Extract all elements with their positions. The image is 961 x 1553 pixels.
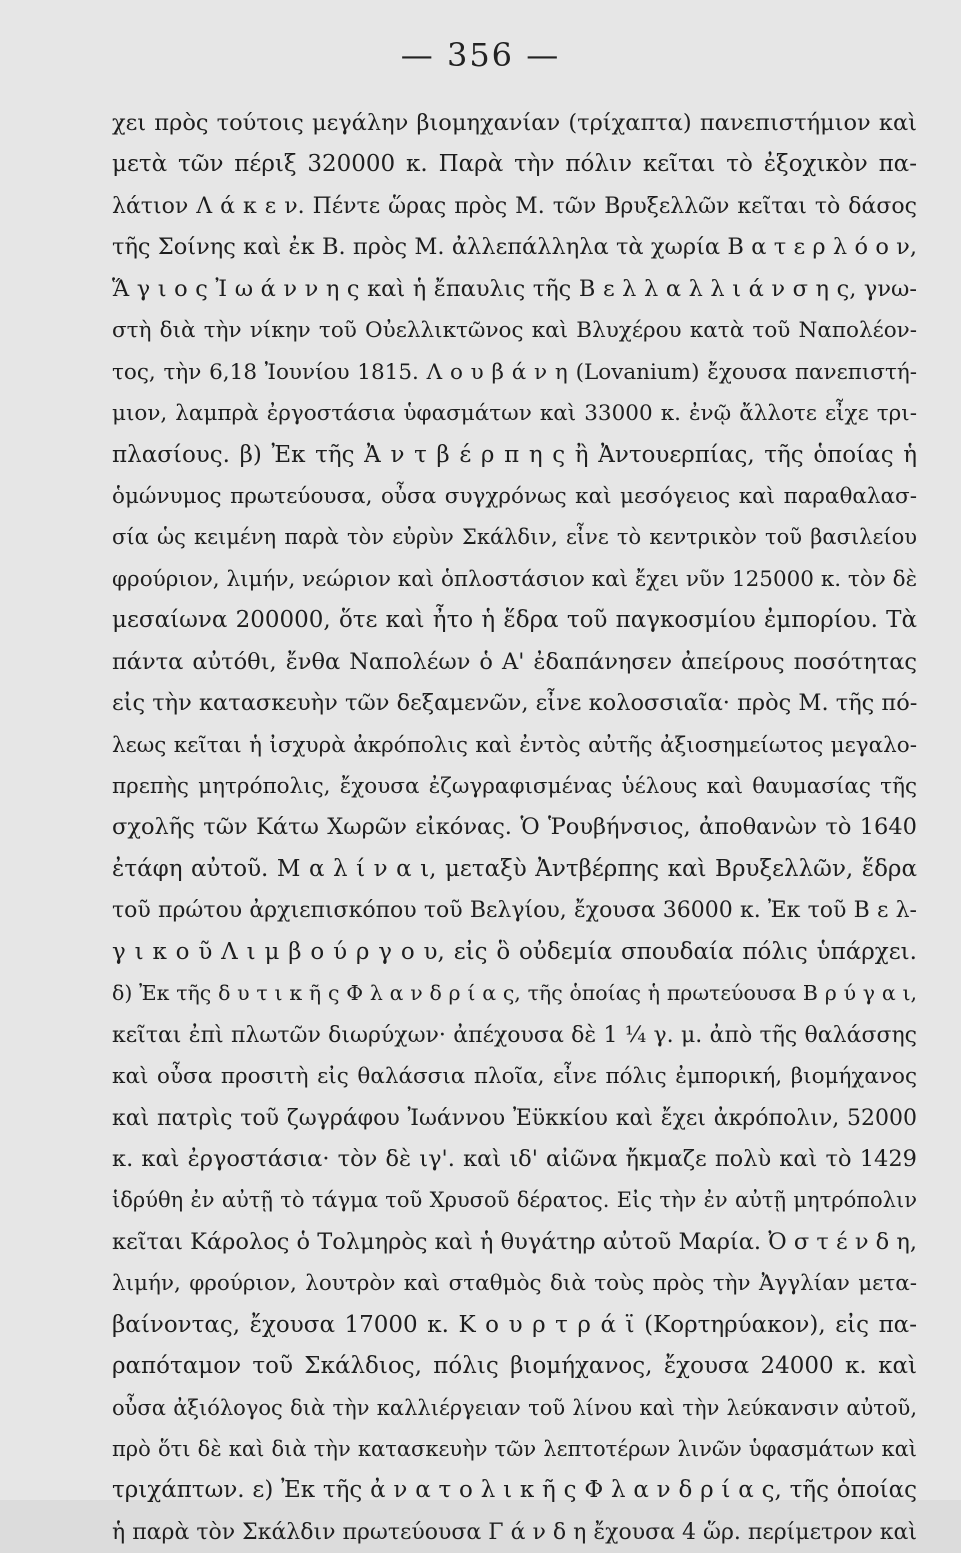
text-line: μετὰ τῶν πέριξ 320000 κ. Παρὰ τὴν πόλιν κεῖται τὸ ἐξοχικὸν πα- (112, 151, 917, 178)
text-line: πρεπὴς μητρόπολις, ἔχουσα ἐζωγραφισμένας ὑέλους καὶ θαυμασίας τῆς (112, 774, 917, 799)
text-line: οὖσα ἀξιόλογος διὰ τὴν καλλιέργειαν τοῦ λίνου καὶ τὴν λεύκανσιν αὐτοῦ, (112, 1395, 917, 1420)
text-line: τῆς Σοίνης καὶ ἐκ Β. πρὸς Μ. ἀλλεπάλληλα τὰ χωρία Β α τ ε ρ λ ό ο ν, (112, 234, 917, 261)
text-line: σία ὡς κειμένη παρὰ τὸν εὐρὺν Σκάλδιν, εἶνε τὸ κεντρικὸν τοῦ βασιλείου (112, 525, 917, 550)
text-line: ραπόταμον τοῦ Σκάλδιος, πόλις βιομήχανος, ἔχουσα 24000 κ. καὶ (112, 1353, 917, 1380)
text-line: βαίνοντας, ἔχουσα 17000 κ. Κ ο υ ρ τ ρ ά ϊ (Κορτηρύακον), εἰς πα- (112, 1311, 917, 1338)
text-line: καὶ οὖσα προσιτὴ εἰς θαλάσσια πλοῖα, εἶνε πόλις ἐμπορική, βιομήχανος (112, 1064, 917, 1090)
text-line: καὶ πατρὶς τοῦ ζωγράφου Ἰωάννου Ἐϋκκίου καὶ ἔχει ἀκρόπολιν, 52000 (112, 1105, 917, 1131)
text-line: πάντα αὐτόθι, ἔνθα Ναπολέων ὁ Α' ἐδαπάνησεν ἀπείρους ποσότητας (112, 648, 917, 675)
text-line: στὴ διὰ τὴν νίκην τοῦ Οὐελλικτῶνος καὶ Βλυχέρου κατὰ τοῦ Ναπολέον- (112, 318, 917, 344)
text-line: λιμήν, φρούριον, λουτρὸν καὶ σταθμὸς διὰ τοὺς πρὸς τὴν Ἀγγλίαν μετα- (112, 1271, 917, 1297)
text-line: ἡ παρὰ τὸν Σκάλδιν πρωτεύουσα Γ ά ν δ η ἔχουσα 4 ὥρ. περίμετρον καὶ (112, 1519, 917, 1545)
text-line: λεως κεῖται ἡ ἰσχυρὰ ἀκρόπολις καὶ ἐντὸς αὐτῆς ἀξιοσημείωτος μεγαλο- (112, 732, 917, 758)
text-line: τος, τὴν 6,18 Ἰουνίου 1815. Λ ο υ β ά ν η (Lovanium) ἔχουσα πανεπιστή- (112, 359, 917, 385)
body-text (112, 103, 917, 1553)
text-line: πρὸ ὅτι δὲ καὶ διὰ τὴν κατασκευὴν τῶν λεπτοτέρων λινῶν ὑφασμάτων καὶ (112, 1437, 917, 1461)
text-line: γ ι κ ο ῦ Λ ι μ β ο ύ ρ γ ο υ, εἰς ὃ οὐδεμία σπουδαία πόλις ὑπάρχει. (112, 938, 917, 965)
text-line: λάτιον Λ ά κ ε ν. Πέντε ὥρας πρὸς Μ. τῶν Βρυξελλῶν κεῖται τὸ δάσος (112, 193, 917, 219)
text-line: τριχάπτων. ε) Ἐκ τῆς ἀ ν α τ ο λ ι κ ῆ ς Φ λ α ν δ ρ ί α ς, τῆς ὁποίας (112, 1477, 917, 1504)
text-line: κεῖται ἐπὶ πλωτῶν διωρύχων· ἀπέχουσα δὲ 1 ¼ γ. μ. ἀπὸ τῆς θαλάσσης (112, 1022, 917, 1048)
text-line: φρούριον, λιμήν, νεώριον καὶ ὁπλοστάσιον καὶ ἔχει νῦν 125000 κ. τὸν δὲ (112, 566, 918, 592)
text-line: εἰς τὴν κατασκευὴν τῶν δεξαμενῶν, εἶνε κολοσσιαῖα· πρὸς Μ. τῆς πό- (112, 690, 918, 717)
text-line: ὁμώνυμος πρωτεύουσα, οὖσα συγχρόνως καὶ μεσόγειος καὶ παραθαλασ- (112, 483, 917, 509)
text-line: κ. καὶ ἐργοστάσια· τὸν δὲ ιγ'. καὶ ιδ' αἰῶνα ἤκμαζε πολὺ καὶ τὸ 1429 (112, 1145, 917, 1172)
text-line: ἱδρύθη ἐν αὐτῇ τὸ τάγμα τοῦ Χρυσοῦ δέρατος. Εἰς τὴν ἐν αὐτῇ μητρόπολιν (112, 1188, 917, 1213)
text-line: Ἅ γ ι ο ς Ἰ ω ά ν ν η ς καὶ ἡ ἔπαυλις τῆς Β ε λ λ α λ λ ι ά ν σ η ς, γνω- (112, 275, 917, 302)
text-line: χει πρὸς τούτοις μεγάλην βιομηχανίαν (τρίχαπτα) πανεπιστήμιον καὶ (112, 110, 917, 136)
page-number: — 356 — (400, 36, 561, 74)
text-line: τοῦ πρώτου ἀρχιεπισκόπου τοῦ Βελγίου, ἔχουσα 36000 κ. Ἐκ τοῦ Β ε λ- (112, 898, 917, 924)
text-line: ἐτάφη αὐτοῦ. Μ α λ ί ν α ι, μεταξὺ Ἀντβέρπης καὶ Βρυξελλῶν, ἕδρα (112, 855, 917, 882)
text-line: μεσαίωνα 200000, ὅτε καὶ ἦτο ἡ ἕδρα τοῦ παγκοσμίου ἐμπορίου. Τὰ (112, 607, 917, 634)
text-line: πλασίους. β) Ἐκ τῆς Ἀ ν τ β έ ρ π η ς ἢ Ἀντουερπίας, τῆς ὁποίας ἡ (112, 441, 917, 468)
text-line: δ) Ἐκ τῆς δ υ τ ι κ ῆ ς Φ λ α ν δ ρ ί α ς, τῆς ὁποίας ἡ πρωτεύουσα Β ρ ύ γ α ι, (112, 981, 917, 1006)
text-line: σχολῆς τῶν Κάτω Χωρῶν εἰκόνας. Ὁ Ῥουβήνσιος, ἀποθανὼν τὸ 1640 (112, 814, 917, 841)
text-line: κεῖται Κάρολος ὁ Τολμηρὸς καὶ ἡ θυγάτηρ αὐτοῦ Μαρία. Ὀ σ τ έ ν δ η, (112, 1228, 917, 1255)
text-line: μιον, λαμπρὰ ἐργοστάσια ὑφασμάτων καὶ 33000 κ. ἐνῷ ἄλλοτε εἶχε τρι- (112, 401, 917, 427)
